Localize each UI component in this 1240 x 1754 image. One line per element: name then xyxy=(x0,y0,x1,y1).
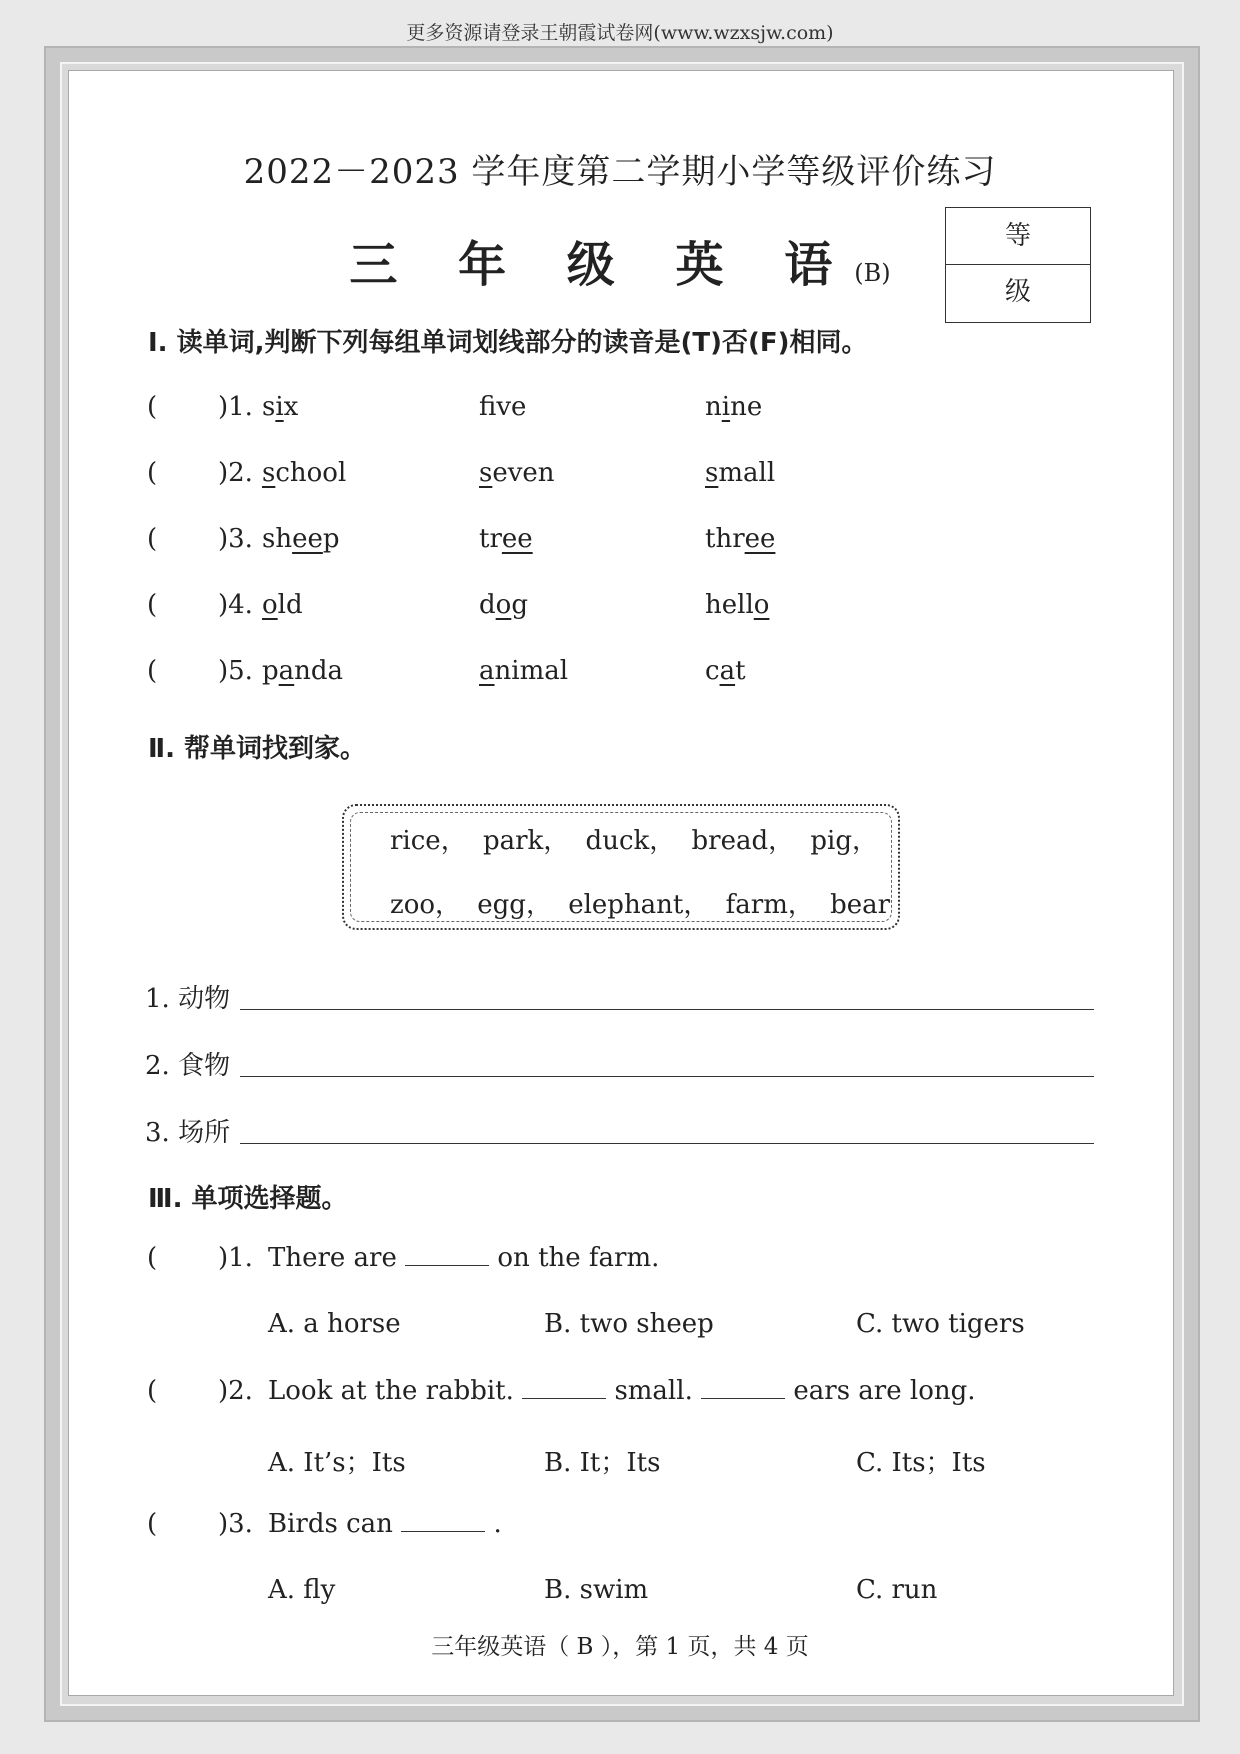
word-part: d xyxy=(479,590,496,620)
underlined-letters: s xyxy=(262,458,276,488)
category-places-answer-line[interactable] xyxy=(240,1143,1094,1144)
word-part: sh xyxy=(262,524,293,554)
word-bank-line-2: zoo， egg， elephant， farm， bear xyxy=(390,890,891,920)
category-animals-label: 1. 动物 xyxy=(145,984,231,1014)
word-part: even xyxy=(492,458,555,488)
phonics-word xyxy=(479,392,526,422)
underlined-letters: a xyxy=(479,656,495,686)
underlined-letters: o xyxy=(262,590,278,620)
phonics-word xyxy=(262,656,343,686)
word-part: c xyxy=(705,656,720,686)
stem-text: There are xyxy=(268,1243,397,1273)
word-part: f xyxy=(479,392,497,422)
item-number: )5. xyxy=(218,656,253,686)
phonics-word xyxy=(705,656,746,686)
source-note: 更多资源请登录王朝霞试卷网(www.wzxsjw.com) xyxy=(406,22,834,44)
word-part: mall xyxy=(718,458,776,488)
word-part: s xyxy=(262,392,276,422)
word-bank-box xyxy=(342,804,900,930)
phonics-word xyxy=(479,458,555,488)
underlined-letters: s xyxy=(479,458,493,488)
phonics-word xyxy=(705,524,775,554)
section1-heading: Ⅰ. 读单词,判断下列每组单词划线部分的读音是(T)否(F)相同。 xyxy=(148,328,868,358)
stem-text: Look at the rabbit. xyxy=(268,1376,514,1406)
option-a: A. fly xyxy=(268,1575,336,1605)
stem-text: small. xyxy=(614,1376,693,1406)
answer-paren[interactable]: ( xyxy=(147,392,158,422)
stem-text: ears are long. xyxy=(793,1376,976,1406)
word-part: p xyxy=(262,656,279,686)
item-number: )3. xyxy=(218,524,253,554)
grade-box xyxy=(945,207,1091,323)
exam-title: 2022－2023 学年度第二学期小学等级评价练习 xyxy=(243,152,997,192)
underlined-letters: a xyxy=(719,656,736,686)
item-number: )2. xyxy=(218,458,253,488)
word-part: p xyxy=(322,524,340,554)
underlined-letters: ee xyxy=(501,524,533,554)
answer-blank[interactable] xyxy=(522,1376,606,1399)
underlined-letters: a xyxy=(278,656,295,686)
option-c: C. two tigers xyxy=(856,1309,1025,1339)
phonics-word xyxy=(262,458,346,488)
phonics-word xyxy=(479,590,528,620)
underlined-letters: ee xyxy=(292,524,323,554)
underlined-letters: o xyxy=(495,590,512,620)
word-part: tr xyxy=(479,524,502,554)
phonics-word xyxy=(262,392,298,422)
category-food-label: 2. 食物 xyxy=(145,1051,231,1081)
option-c: C. run xyxy=(856,1575,938,1605)
answer-paren[interactable]: ( xyxy=(147,458,158,488)
word-part: nda xyxy=(294,656,344,686)
category-animals-answer-line[interactable] xyxy=(240,1009,1094,1010)
item-number: )1. xyxy=(218,392,253,422)
underlined-letters: i xyxy=(275,392,284,422)
word-part: ve xyxy=(496,392,527,422)
answer-blank[interactable] xyxy=(701,1376,785,1399)
underlined-letters: i xyxy=(721,392,731,422)
question-number: )3. xyxy=(218,1509,253,1539)
option-c: C. Its；Its xyxy=(856,1448,986,1478)
option-a: A. It’s；Its xyxy=(268,1448,406,1478)
phonics-word xyxy=(705,392,762,422)
phonics-word xyxy=(262,524,340,554)
subtitle-text: 三 年 级 英 语 xyxy=(349,237,855,293)
word-part: g xyxy=(511,590,528,620)
page-footer: 三年级英语（ B ），第 1 页，共 4 页 xyxy=(431,1634,809,1660)
stem-text: on the farm. xyxy=(497,1243,660,1273)
word-part: n xyxy=(705,392,722,422)
stem-text: . xyxy=(493,1509,502,1539)
phonics-word xyxy=(705,590,769,620)
word-part: hell xyxy=(705,590,754,620)
category-food-answer-line[interactable] xyxy=(240,1076,1094,1077)
phonics-word xyxy=(705,458,775,488)
answer-paren[interactable]: ( xyxy=(147,524,158,554)
grade-label: 等 级 xyxy=(946,208,1090,265)
question-stem xyxy=(268,1376,976,1406)
word-part: t xyxy=(735,656,746,686)
option-b: B. It；Its xyxy=(544,1448,661,1478)
section2-heading: Ⅱ. 帮单词找到家。 xyxy=(148,734,367,764)
stem-text: Birds can xyxy=(268,1509,393,1539)
subtitle-tag: (B) xyxy=(854,259,891,287)
answer-blank[interactable] xyxy=(401,1509,485,1532)
word-bank-line-1: rice， park， duck， bread， pig， xyxy=(390,826,878,856)
phonics-word xyxy=(479,524,533,554)
underlined-letters: s xyxy=(705,458,719,488)
word-part: ne xyxy=(730,392,763,422)
question-stem xyxy=(268,1509,502,1539)
answer-paren[interactable]: ( xyxy=(147,1243,158,1273)
underlined-letters: ee xyxy=(744,524,776,554)
question-number: )1. xyxy=(218,1243,253,1273)
answer-paren[interactable]: ( xyxy=(147,1376,158,1406)
word-part: x xyxy=(283,392,299,422)
category-places-label: 3. 场所 xyxy=(145,1118,231,1148)
answer-paren[interactable]: ( xyxy=(147,590,158,620)
section3-heading: Ⅲ. 单项选择题。 xyxy=(148,1184,348,1214)
answer-paren[interactable]: ( xyxy=(147,1509,158,1539)
option-b: B. swim xyxy=(544,1575,649,1605)
word-part: thr xyxy=(705,524,745,554)
option-a: A. a horse xyxy=(268,1309,401,1339)
phonics-word xyxy=(262,590,303,620)
question-stem xyxy=(268,1243,659,1273)
underlined-letters: o xyxy=(753,590,770,620)
item-number: )4. xyxy=(218,590,253,620)
phonics-word xyxy=(479,656,568,686)
word-part: chool xyxy=(275,458,347,488)
word-part: ld xyxy=(277,590,303,620)
answer-paren[interactable]: ( xyxy=(147,656,158,686)
option-b: B. two sheep xyxy=(544,1309,714,1339)
answer-blank[interactable] xyxy=(405,1243,489,1266)
question-number: )2. xyxy=(218,1376,253,1406)
word-part: nimal xyxy=(494,656,569,686)
